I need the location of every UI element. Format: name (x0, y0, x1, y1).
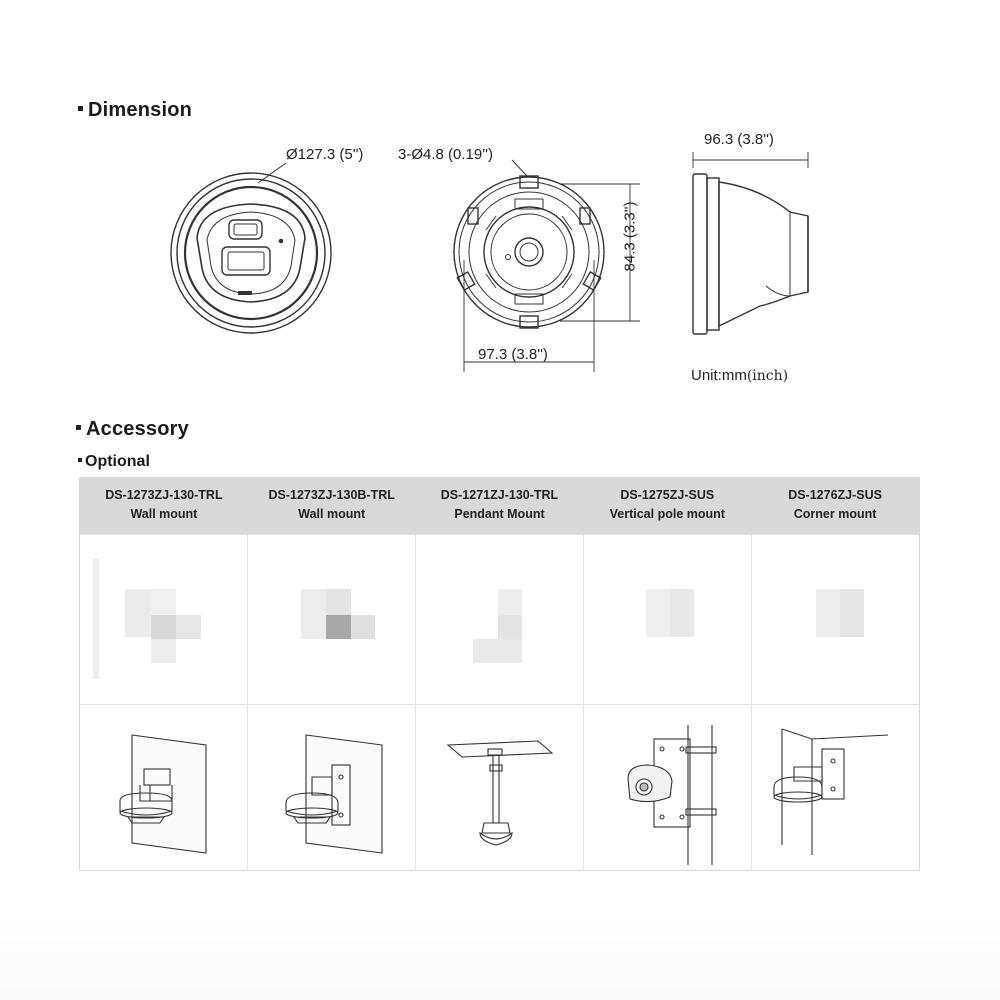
accessory-photo-5 (751, 535, 919, 705)
unit-prefix: Unit:mm (691, 367, 747, 384)
accessory-illustration-1 (80, 705, 247, 871)
accessory-illustration-4 (583, 705, 751, 871)
accessory-table (79, 477, 920, 871)
accessory-photo-1 (80, 535, 247, 705)
bullet-icon (78, 458, 82, 462)
height-label: 84.3 (3.3'') (621, 201, 639, 272)
accessory-column-3 (416, 478, 584, 534)
accessory-name: Corner mount (793, 507, 877, 521)
optional-heading (78, 453, 150, 471)
accessory-model: DS-1271ZJ-130-TRL (440, 488, 559, 502)
dimension-drawing (0, 0, 1000, 400)
front-view-drawing (171, 163, 331, 333)
bullet-icon (76, 425, 81, 430)
accessory-illustration-5 (751, 705, 919, 871)
side-view-drawing (693, 152, 808, 334)
diameter-label: Ø127.3 (5'') (286, 146, 364, 163)
corner-mount-illustration (752, 705, 920, 871)
accessory-illustration-2 (247, 705, 415, 871)
unit-suffix: (inch) (746, 368, 789, 384)
accessory-model: DS-1273ZJ-130-TRL (105, 488, 223, 502)
accessory-illustration-row (80, 704, 919, 871)
accessory-name: Wall mount (298, 507, 366, 521)
accessory-name: Wall mount (130, 507, 198, 521)
pole-mount-illustration (584, 705, 752, 871)
unit-label (691, 367, 788, 384)
wall-mount-b-illustration (248, 705, 416, 871)
wall-mount-illustration (80, 705, 248, 871)
accessory-photo-3 (415, 535, 583, 705)
side-width-label: 96.3 (3.8'') (704, 131, 774, 148)
accessory-name: Vertical pole mount (609, 507, 725, 521)
base-width-label: 97.3 (3.8'') (478, 346, 548, 363)
accessory-model: DS-1276ZJ-SUS (788, 488, 882, 502)
dimension-title: Dimension (88, 99, 193, 121)
holes-label: 3-Ø4.8 (0.19'') (398, 146, 493, 163)
accessory-title: Accessory (86, 418, 189, 440)
accessory-column-4 (583, 478, 751, 534)
pendant-mount-illustration (416, 705, 584, 871)
accessory-table-header (80, 478, 919, 534)
page-bottom-fade (0, 910, 1000, 1000)
accessory-photo-4 (583, 535, 751, 705)
accessory-model: DS-1275ZJ-SUS (620, 488, 715, 502)
accessory-photo-row (80, 534, 919, 705)
optional-title: Optional (85, 453, 150, 470)
base-view-drawing (454, 160, 640, 372)
accessory-heading (76, 418, 189, 441)
accessory-column-5 (751, 478, 919, 534)
accessory-column-1 (80, 478, 248, 534)
accessory-name: Pendant Mount (454, 507, 545, 521)
accessory-column-2 (248, 478, 416, 534)
accessory-model: DS-1273ZJ-130B-TRL (268, 488, 395, 502)
accessory-photo-2 (247, 535, 415, 705)
accessory-illustration-3 (415, 705, 583, 871)
